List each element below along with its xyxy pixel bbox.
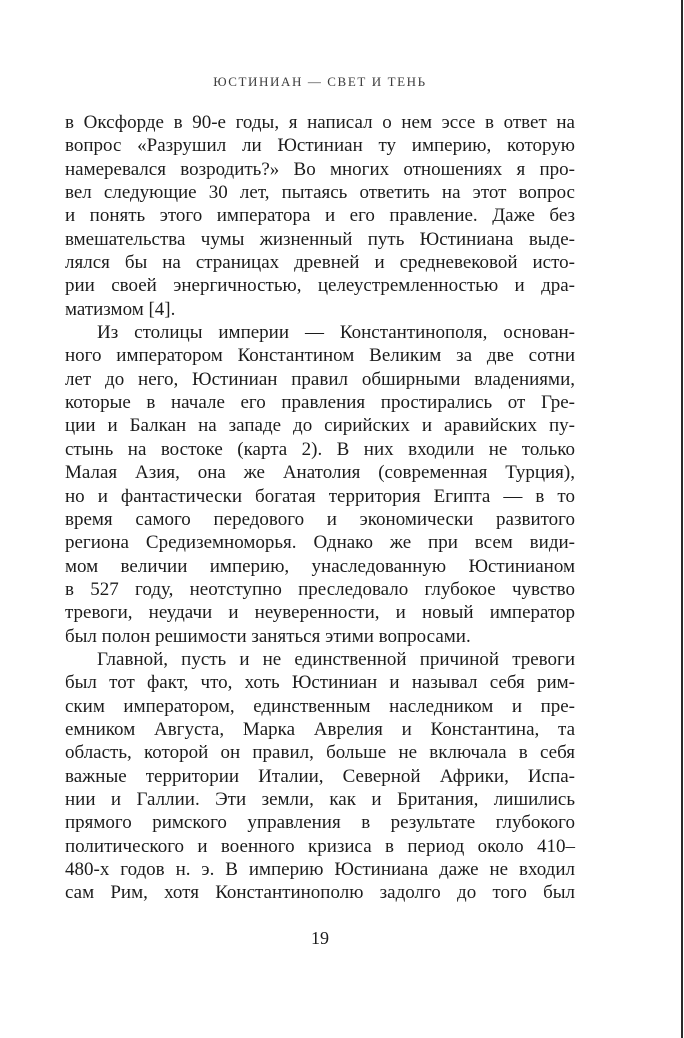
text-line: лялся бы на страницах древней и средневековой исто- (65, 252, 575, 274)
text-body (65, 111, 575, 905)
text-line: и понять этого императора и его правление. Даже без (65, 205, 575, 227)
running-header: ЮСТИНИАН — СВЕТ И ТЕНЬ (213, 74, 427, 89)
text-line: емником Августа, Марка Аврелия и Константина, та (65, 718, 575, 740)
text-line: нии и Галлии. Эти земли, как и Британия, лишились (65, 788, 575, 810)
text-line: в Оксфорде в 90-е годы, я написал о нем эссе в ответ на (65, 112, 575, 133)
text-line: Из столицы империи — Константинополя, основан- (97, 322, 575, 344)
text-line: мом величии империю, унаследованную Юстинианом (65, 555, 575, 577)
text-line: намеревался возродить?» Во многих отношениях я про- (65, 158, 575, 180)
text-line: ного императором Константином Великим за две сотни (65, 345, 575, 367)
text-line: но и фантастически богатая территория Египта — в то (65, 485, 575, 507)
text-line: рии своей энергичностью, целеустремленностью и дра- (65, 275, 575, 297)
text-line: вмешательства чумы жизненный путь Юстиниана выде- (65, 228, 575, 250)
text-line: в 527 году, неотступно преследовало глубокое чувство (65, 578, 575, 600)
text-line: время самого передового и экономически развитого (65, 508, 575, 530)
text-line: лет до него, Юстиниан правил обширными владениями, (65, 368, 575, 390)
text-line: матизмом [4]. (65, 298, 176, 320)
text-line: вел следующие 30 лет, пытаясь ответить на этот вопрос (65, 182, 575, 204)
text-line: был тот факт, что, хоть Юстиниан и называл себя рим- (65, 672, 575, 694)
text-line: прямого римского управления в результате глубокого (65, 812, 575, 834)
text-line: важные территории Италии, Северной Африки, Испа- (65, 765, 575, 787)
text-line: региона Средиземноморья. Однако же при всем види- (65, 532, 575, 554)
text-line: ским императором, единственным наследником и пре- (65, 695, 575, 717)
page-number: 19 (311, 928, 329, 948)
text-line: политического и военного кризиса в период около 410– (65, 835, 575, 857)
text-line: стынь на востоке (карта 2). В них входили не только (65, 438, 575, 460)
window-edge-line (681, 0, 683, 1038)
text-line: был полон решимости заняться этими вопросами. (65, 625, 471, 647)
text-line: 480-х годов н. э. В империю Юстиниана даже не входил (65, 859, 575, 880)
text-line: область, которой он правил, больше не включала в себя (65, 742, 575, 764)
text-line: тревоги, неудачи и неуверенности, и новый император (65, 602, 575, 624)
text-line: Главной, пусть и не единственной причиной тревоги (97, 648, 575, 670)
text-line: сам Рим, хотя Константинополю задолго до того был (65, 882, 575, 904)
text-line: ции и Балкан на западе до сирийских и аравийских пу- (65, 415, 575, 437)
text-line: Малая Азия, она же Анатолия (современная Турция), (65, 462, 575, 484)
text-line: которые в начале его правления простирались от Гре- (65, 392, 575, 414)
text-line: вопрос «Разрушил ли Юстиниан ту империю, которую (65, 135, 575, 157)
